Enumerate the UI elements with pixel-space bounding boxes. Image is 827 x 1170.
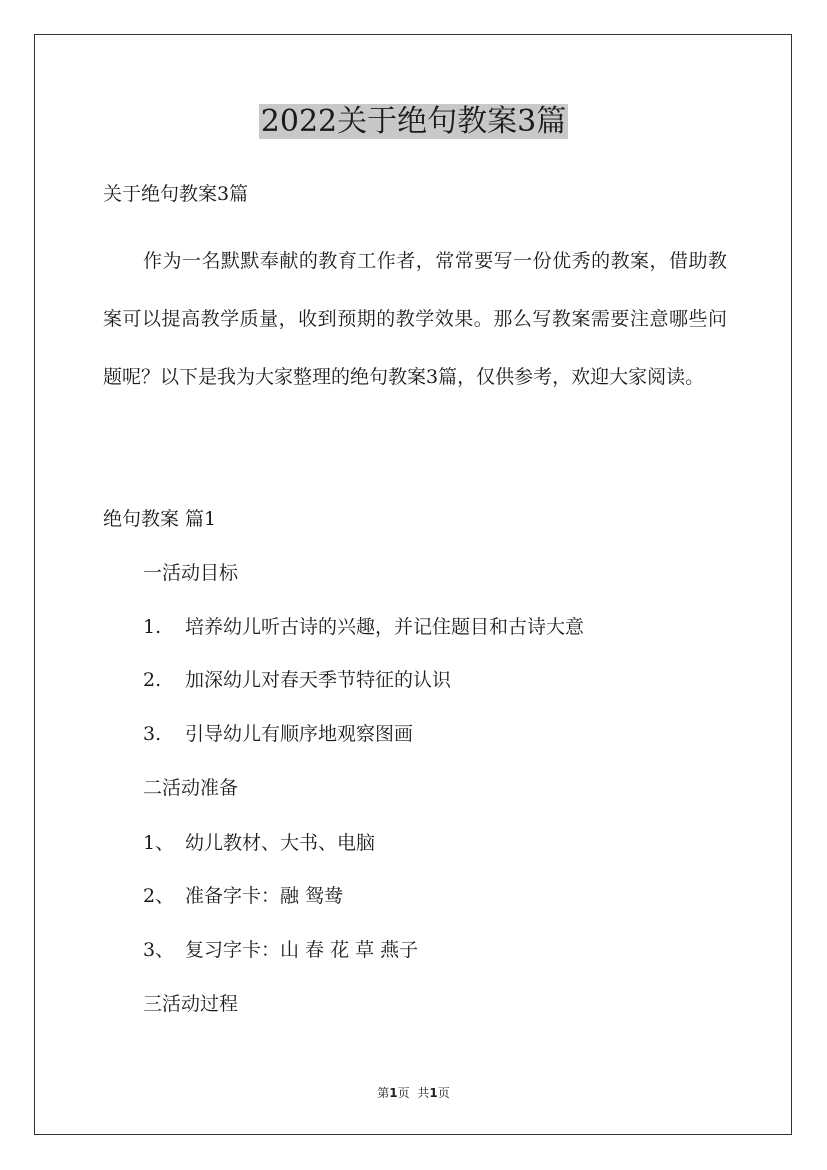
preparation-number: 3、 (143, 939, 175, 961)
total-label-prefix: 共 (417, 1086, 430, 1100)
goal-text: 培养幼儿听古诗的兴趣，并记住题目和古诗大意 (185, 616, 585, 638)
document-subtitle: 关于绝句教案3篇 (103, 183, 249, 205)
goal-number: 2. (143, 669, 162, 691)
preparation-item (143, 829, 375, 857)
preparation-item (143, 936, 418, 964)
goal-item (143, 666, 451, 694)
part1-heading: 一活动目标 (143, 562, 239, 584)
goal-number: 3. (143, 723, 162, 745)
preparation-text: 复习字卡：山 春 花 草 燕子 (185, 939, 419, 961)
part3-heading: 三活动过程 (143, 993, 239, 1015)
total-label-suffix: 页 (437, 1086, 450, 1100)
preparation-number: 2、 (143, 885, 175, 907)
goal-item (143, 720, 413, 748)
document-title-text: 2022关于绝句教案3篇 (260, 104, 567, 139)
section-heading: 绝句教案 篇1 (103, 508, 217, 530)
part2-heading: 二活动准备 (143, 777, 239, 799)
goal-number: 1. (143, 616, 162, 638)
intro-paragraph: 作为一名默默奉献的教育工作者，常常要写一份优秀的教案，借助教案可以提高教学质量，收到预期的教学效果。那么写教案需要注意哪些问题呢？以下是我为大家整理的绝句教案3篇，仅供参考，欢迎大家阅读。 (103, 250, 727, 388)
goal-text: 引导幼儿有顺序地观察图画 (185, 723, 414, 745)
page-footer (0, 1084, 827, 1102)
preparation-item (143, 882, 343, 910)
goal-item (143, 613, 584, 641)
page-label-prefix: 第 (377, 1086, 390, 1100)
preparation-text: 准备字卡：融 鸳鸯 (185, 885, 344, 907)
document-title (0, 100, 827, 144)
page-label-suffix: 页 (397, 1086, 410, 1100)
preparation-text: 幼儿教材、大书、电脑 (185, 832, 376, 854)
total-pages: 1 (429, 1086, 438, 1100)
page-number: 1 (389, 1086, 398, 1100)
preparation-number: 1、 (143, 832, 175, 854)
goal-text: 加深幼儿对春天季节特征的认识 (185, 669, 452, 691)
